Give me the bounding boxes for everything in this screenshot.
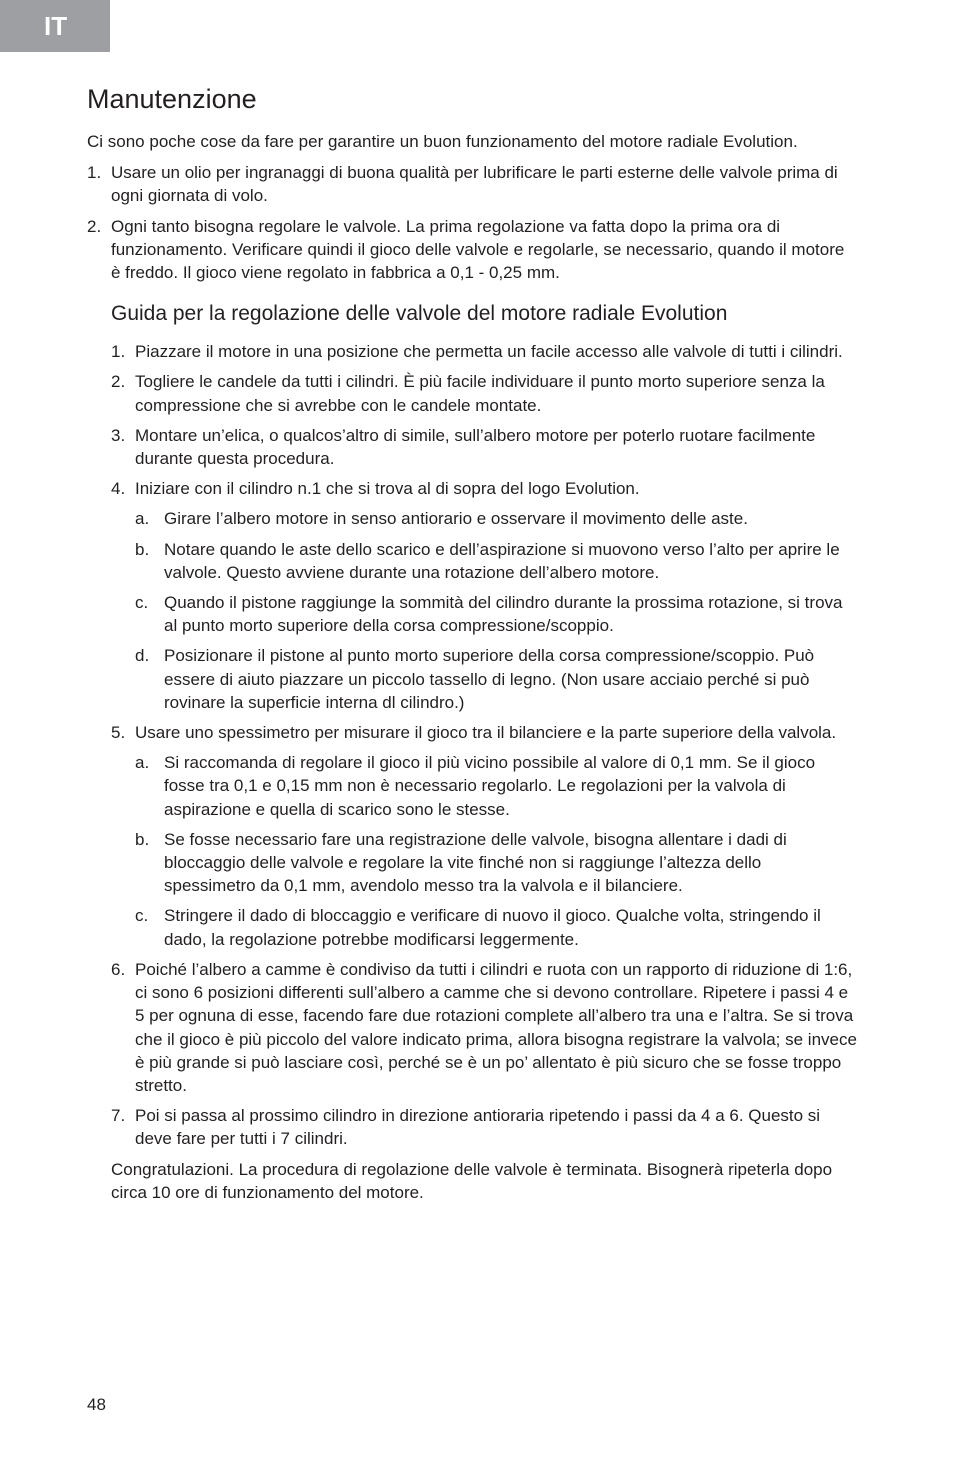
substep-letter: d. — [135, 646, 150, 666]
step-text: Poiché l’albero a camme è condiviso da tutti i cilindri e ruota con un rapporto di riduzione di 1:6, ci sono 6 posizioni differenti sull’albero a camme che si devono controllare. Ripetere i passi 4 e 5 per ognuna di esse, facendo fare due rotazioni complete all’albero tra una e l’altra. Se si trova che il gioco è più piccolo del valore indicato prima, allora bisogna registrare la valvola; se invece è più grande si può lasciare così, perché se è un po’ allentato è più sicuro che se fosse troppo stretto. — [135, 959, 857, 1095]
page-content — [87, 80, 857, 1204]
step-text: Togliere le candele da tutti i cilindri. È più facile individuare il punto morto superiore senza la compressione che si avrebbe con le candele montate. — [135, 372, 825, 415]
step-number: 2. — [111, 372, 126, 392]
item-text: Usare un olio per ingranaggi di buona qualità per lubrificare le parti esterne delle valvole prima di ogni giornata di volo. — [111, 163, 838, 206]
substep-text: Notare quando le aste dello scarico e dell’aspirazione si muovono verso l’alto per aprire le valvole. Questo avviene durante una rotazione dell’albero motore. — [164, 539, 840, 582]
substep-text: Girare l’albero motore in senso antiorario e osservare il movimento delle aste. — [164, 509, 748, 529]
intro-paragraph: Ci sono poche cose da fare per garantire un buon funzionamento del motore radiale Evolution. — [87, 132, 798, 151]
language-tab — [0, 0, 110, 52]
substep-text: Quando il pistone raggiunge la sommità del cilindro durante la prossima rotazione, si trova al punto morto superiore della corsa compressione/scoppio. — [164, 593, 843, 636]
step-text: Iniziare con il cilindro n.1 che si trova al di sopra del logo Evolution. — [135, 479, 640, 499]
substep-item — [135, 751, 857, 821]
step-number: 5. — [111, 723, 126, 743]
step-item — [111, 1104, 857, 1150]
substep-text: Se fosse necessario fare una registrazione delle valvole, bisogna allentare i dadi di bloccaggio delle valvole e regolare la vite finché non si raggiunge l’altezza dello spessimetro da 0,1 mm, avendolo messo tra la valvola e il bilanciere. — [164, 829, 787, 896]
step-number: 4. — [111, 479, 126, 499]
step-item — [111, 340, 857, 363]
substep-item — [135, 644, 857, 714]
substep-text: Si raccomanda di regolare il gioco il più vicino possibile al valore di 0,1 mm. Se il gioco fosse tra 0,1 e 0,15 mm non è necessario regolarlo. Le regolazioni per la valvola di aspirazione e quella di scarico sono le stesse. — [164, 753, 816, 819]
steps-list — [87, 340, 857, 1150]
step-number: 3. — [111, 425, 126, 445]
substep-letter: a. — [135, 509, 150, 529]
substep-letter: c. — [135, 906, 149, 926]
step-text: Usare uno spessimetro per misurare il gioco tra il bilanciere e la parte superiore della valvola. — [135, 723, 837, 743]
substep-item — [135, 591, 857, 637]
step-item — [111, 958, 857, 1097]
step-number: 6. — [111, 959, 126, 979]
substep-item — [135, 904, 857, 950]
step-item — [111, 721, 857, 744]
language-code: IT — [44, 10, 68, 41]
step-item — [111, 477, 857, 500]
page-number: 48 — [87, 1395, 106, 1414]
maintenance-list — [87, 161, 857, 284]
substep-text: Posizionare il pistone al punto morto superiore della corsa compressione/scoppio. Può essere di aiuto piazzare un piccolo tassello di legno. (Non usare acciaio perché si può rovinare la superficie interna dl cilindro.) — [164, 646, 815, 712]
substep-item — [135, 538, 857, 584]
substep-letter: c. — [135, 593, 149, 613]
list-item — [87, 161, 857, 207]
substep-letter: b. — [135, 539, 150, 559]
page-title: Manutenzione — [87, 84, 257, 114]
substep-text: Stringere il dado di bloccaggio e verificare di nuovo il gioco. Qualche volta, stringendo il dado, la regolazione potrebbe modificarsi leggermente. — [164, 906, 821, 949]
step-item — [111, 424, 857, 470]
step-number: 7. — [111, 1106, 126, 1126]
list-item — [87, 215, 857, 285]
step-number: 1. — [111, 342, 126, 362]
item-text: Ogni tanto bisogna regolare le valvole. La prima regolazione va fatta dopo la prima ora di funzionamento. Verificare quindi il gioco delle valvole e regolarle, se necessario, quando il motore è freddo. Il gioco viene regolato in fabbrica a 0,1 - 0,25 mm. — [111, 216, 845, 283]
substep-item — [135, 507, 857, 530]
substep-letter: b. — [135, 829, 150, 849]
step-text: Piazzare il motore in una posizione che permetta un facile accesso alle valvole di tutti i cilindri. — [135, 342, 843, 362]
section-heading: Guida per la regolazione delle valvole del motore radiale Evolution — [111, 302, 728, 326]
step-text: Montare un’elica, o qualcos’altro di simile, sull’albero motore per poterlo ruotare facilmente durante questa procedura. — [135, 425, 816, 469]
item-number: 2. — [87, 216, 102, 236]
closing-paragraph: Congratulazioni. La procedura di regolazione delle valvole è terminata. Bisognerà ripeterla dopo circa 10 ore di funzionamento del motore. — [111, 1159, 833, 1202]
step-text: Poi si passa al prossimo cilindro in direzione antioraria ripetendo i passi da 4 a 6. Questo si deve fare per tutti i 7 cilindri. — [135, 1106, 821, 1149]
step-item — [111, 370, 857, 416]
substep-item — [135, 828, 857, 898]
substep-letter: a. — [135, 753, 150, 773]
item-number: 1. — [87, 163, 102, 183]
